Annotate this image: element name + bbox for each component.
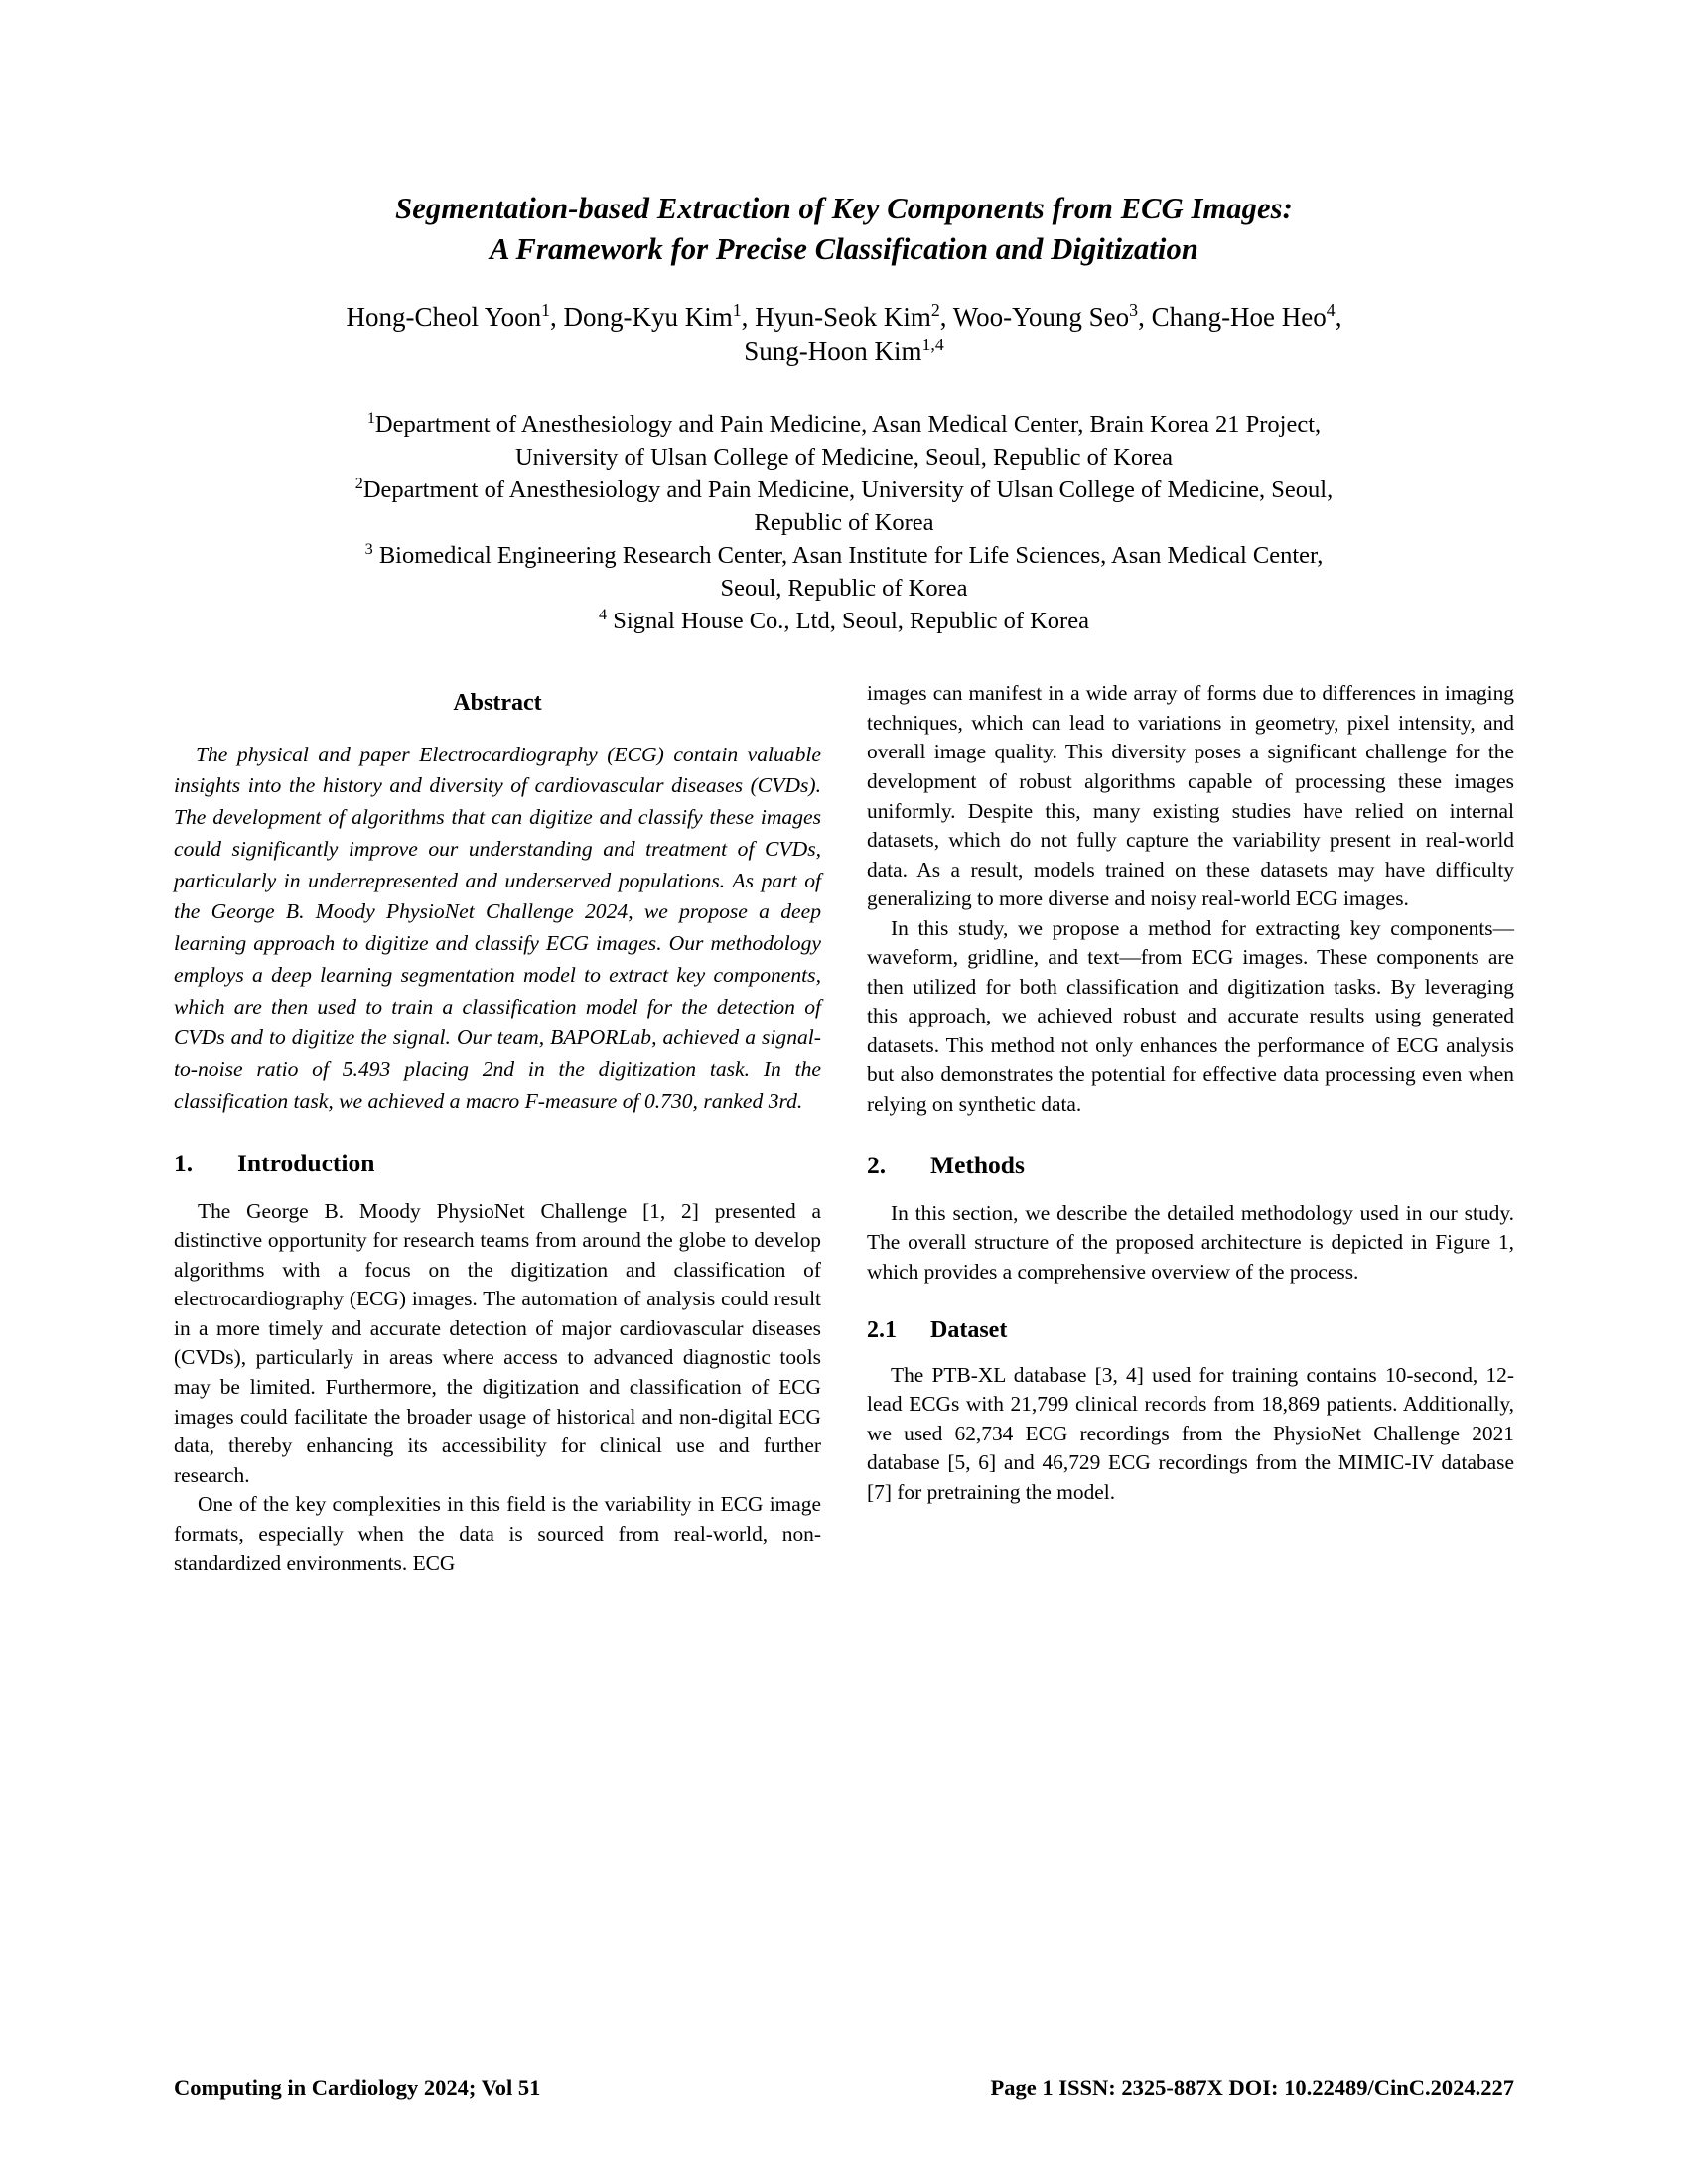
author-2: , Dong-Kyu Kim bbox=[549, 301, 733, 332]
affiliation-line bbox=[174, 605, 1514, 637]
footer-page-issn-doi: Page 1 ISSN: 2325-887X DOI: 10.22489/CinC.2024.227 bbox=[990, 2075, 1514, 2100]
affiliation-line bbox=[174, 506, 1514, 539]
affiliation-text: Biomedical Engineering Research Center, Asan Institute for Life Sciences, Asan Medical Center, bbox=[372, 542, 1324, 570]
affiliation-text: Signal House Co., Ltd, Seoul, Republic of Korea bbox=[607, 608, 1089, 635]
left-column bbox=[174, 679, 821, 1577]
affiliation-text: Department of Anesthesiology and Pain Medicine, Asan Medical Center, Brain Korea 21 Project, bbox=[374, 410, 1322, 438]
page-footer bbox=[174, 2075, 1514, 2101]
subsection-heading-dataset bbox=[867, 1314, 1514, 1346]
affiliation-marker: 4 bbox=[599, 607, 608, 624]
author-3: , Hyun-Seok Kim bbox=[741, 301, 931, 332]
affiliation-line bbox=[174, 539, 1514, 572]
section-title: Introduction bbox=[237, 1149, 375, 1178]
author-separator: , bbox=[1335, 301, 1342, 332]
title-line-2: A Framework for Precise Classification and Digitization bbox=[490, 231, 1198, 266]
abstract-text-content: The physical and paper Electrocardiography (ECG) contain valuable insights into the history and diversity of cardiovascular diseases (CVDs). The development of algorithms that can digitize and classify these images could significantly improve our understanding and treatment of CVDs, particularly in underrepresented and underserved populations. As part of the George B. Moody PhysioNet Challenge 2024, we propose a deep learning approach to digitize and classify ECG images. Our methodology employs a deep learning segmentation model to extract key components, which are then used to train a classification model for the detection of CVDs and to digitize the signal. Our team, BAPORLab, achieved a signal-to-noise ratio of 5.493 placing 2nd in the digitization task. In the classification task, we achieved a macro F-measure of 0.730, ranked 3rd. bbox=[174, 742, 821, 1113]
affiliation-marker: 2 bbox=[354, 475, 363, 492]
affiliation-list bbox=[174, 408, 1514, 637]
affiliation-line bbox=[174, 474, 1514, 506]
intro-paragraph-3: In this study, we propose a method for extracting key components—waveform, gridline, and text—from ECG images. These components are then utilized for both classification and digitization tasks. By leveraging this approach, we achieved robust and accurate results using generated datasets. This method not only enhances the performance of ECG analysis but also demonstrates the potential for effective data processing even when relying on synthetic data. bbox=[867, 915, 1514, 1116]
author-line-1 bbox=[174, 300, 1514, 336]
author-6-affil-marker: 1,4 bbox=[921, 335, 944, 355]
two-column-body bbox=[174, 679, 1514, 1577]
section-heading-methods bbox=[867, 1149, 1514, 1182]
affiliation-line bbox=[174, 572, 1514, 605]
author-2-affil-marker: 1 bbox=[732, 299, 742, 320]
section-number: 2. bbox=[867, 1151, 887, 1180]
page-title bbox=[174, 189, 1514, 270]
dataset-paragraph-1: The PTB-XL database [3, 4] used for training contains 10-second, 12-lead ECGs with 21,799 clinical records from 18,869 patients. Additionally, we used 62,734 ECG recordings from the PhysioNet Challenge 2021 database [5, 6] and 46,729 ECG recordings from the MIMIC-IV database [7] for pretraining the model. bbox=[867, 1362, 1514, 1504]
affiliation-text: University of Ulsan College of Medicine, Seoul, Republic of Korea bbox=[514, 444, 1174, 472]
right-column bbox=[867, 679, 1514, 1577]
author-4-affil-marker: 3 bbox=[1129, 299, 1139, 320]
affiliation-line bbox=[174, 408, 1514, 441]
affiliation-line bbox=[174, 441, 1514, 474]
intro-paragraph-2: One of the key complexities in this field is the variability in ECG image formats, especially when the data is sourced from real-world, non-standardized environments. ECG bbox=[174, 1492, 821, 1575]
subsection-number: 2.1 bbox=[867, 1317, 897, 1344]
affiliation-text: Republic of Korea bbox=[754, 509, 934, 537]
author-4: , Woo-Young Seo bbox=[939, 301, 1130, 332]
author-5-affil-marker: 4 bbox=[1326, 299, 1336, 320]
intro-paragraph-1: The George B. Moody PhysioNet Challenge [1, 2] presented a distinctive opportunity for research teams from around the globe to develop algorithms with a focus on the digitization and classification of electrocardiography (ECG) images. The automation of analysis could result in a more timely and accurate detection of major cardiovascular diseases (CVDs), particularly in areas where access to advanced diagnostic tools may be limited. Furthermore, the digitization and classification of ECG images could facilitate the broader usage of historical and non-digital ECG data, thereby enhancing its accessibility for clinical use and further research. bbox=[174, 1198, 821, 1487]
section-title: Methods bbox=[930, 1151, 1025, 1180]
methods-paragraph-1: In this section, we describe the detailed methodology used in our study. The overall structure of the proposed architecture is depicted in Figure 1, which provides a comprehensive overview of the process. bbox=[867, 1200, 1514, 1284]
author-line-2 bbox=[174, 335, 1514, 370]
affiliation-marker: 3 bbox=[364, 541, 373, 559]
abstract-text bbox=[174, 740, 821, 1118]
affiliation-text: Seoul, Republic of Korea bbox=[720, 575, 968, 603]
author-5: , Chang-Hoe Heo bbox=[1138, 301, 1327, 332]
author-list bbox=[174, 300, 1514, 370]
section-number: 1. bbox=[174, 1149, 194, 1178]
author-1-affil-marker: 1 bbox=[541, 299, 550, 320]
affiliation-marker: 1 bbox=[366, 409, 375, 427]
subsection-title: Dataset bbox=[930, 1317, 1008, 1344]
section-heading-introduction bbox=[174, 1147, 821, 1180]
affiliation-text: Department of Anesthesiology and Pain Medicine, University of Ulsan College of Medicine, Seoul, bbox=[362, 477, 1334, 504]
abstract-heading: Abstract bbox=[453, 690, 542, 717]
author-1: Hong-Cheol Yoon bbox=[346, 301, 542, 332]
author-3-affil-marker: 2 bbox=[930, 299, 940, 320]
title-line-1: Segmentation-based Extraction of Key Components from ECG Images: bbox=[395, 192, 1293, 225]
author-6: Sung-Hoon Kim bbox=[744, 337, 922, 367]
intro-paragraph-2-continued: images can manifest in a wide array of forms due to differences in imaging techniques, which can lead to variations in geometry, pixel intensity, and overall image quality. This diversity poses a significant challenge for the development of robust algorithms capable of processing these images uniformly. Despite this, many existing studies have relied on internal datasets, which do not fully capture the variability present in real-world data. As a result, models trained on these datasets may have difficulty generalizing to more diverse and noisy real-world ECG images. bbox=[867, 681, 1514, 911]
footer-journal: Computing in Cardiology 2024; Vol 51 bbox=[174, 2075, 541, 2100]
